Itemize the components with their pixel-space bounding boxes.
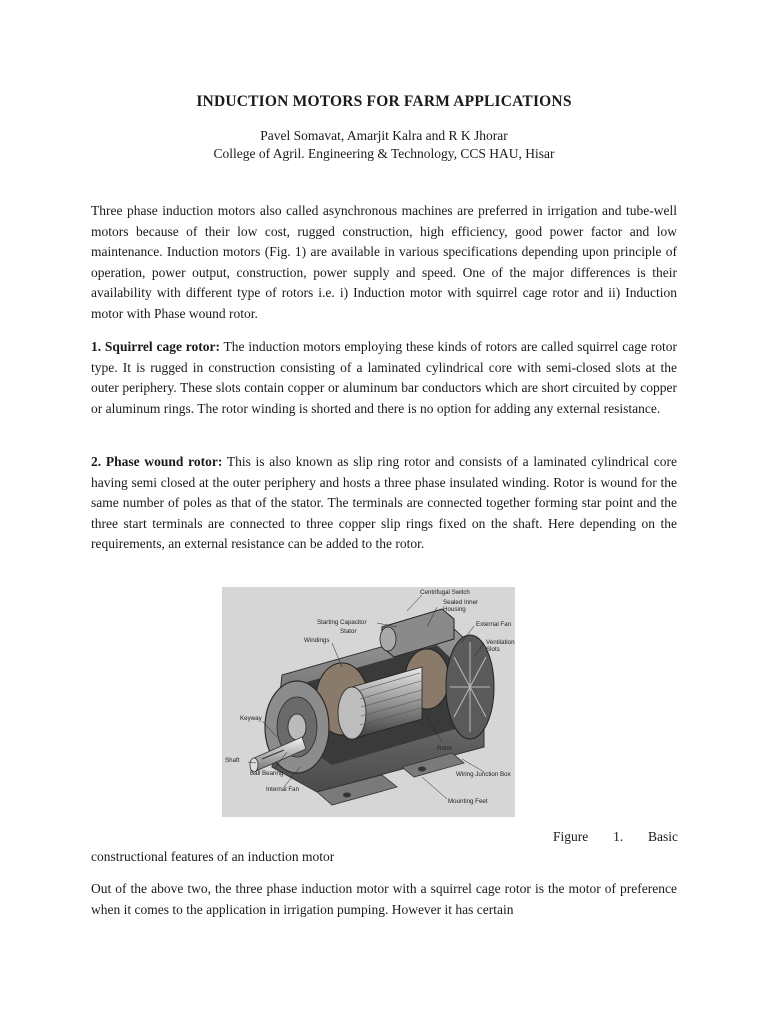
squirrel-cage-heading: 1. Squirrel cage rotor: <box>91 339 220 354</box>
label-centrifugal-switch: Centrifugal Switch <box>420 589 470 596</box>
label-internal-fan: Internal Fan <box>266 786 300 793</box>
label-housing: Housing <box>443 606 466 613</box>
label-ventilation: Ventilation <box>486 639 515 646</box>
label-windings: Windings <box>304 637 330 644</box>
motor-illustration <box>222 587 515 817</box>
phase-wound-text: This is also known as slip ring rotor and consists of a laminated cylindrical core having semi closed at the outer periphery and hosts a three phase insulated winding. Rotor is wound for the same number of poles as that of the stator. The terminals are connected together forming star point and the three start terminals are connected to three copper slip rings fixed on the shaft. Here depending on the requirements, an external resistance can be added to the rotor. <box>91 454 677 551</box>
figure-caption-line2: constructional features of an induction motor <box>91 849 335 864</box>
authors-line: Pavel Somavat, Amarjit Kalra and R K Jhorar <box>260 128 508 143</box>
label-starting-capacitor: Starting Capacitor <box>317 619 367 626</box>
label-mounting-feet: Mounting Feet <box>448 798 488 805</box>
squirrel-cage-text: The induction motors employing these kinds of rotors are called squirrel cage rotor type. It is rugged in construction consisting of a laminated cylindrical core with semi-closed slots at the outer periphery. These slots contain copper or aluminum bar conductors which are short circuited by copper or aluminum rings. The rotor winding is shorted and there is no option for adding any external resistance. <box>91 339 677 416</box>
label-wiring-junction-box: Wiring Junction Box <box>456 771 511 778</box>
label-rotor: Rotor <box>437 745 453 752</box>
label-stator: Stator <box>340 628 357 635</box>
label-external-fan: External Fan <box>476 621 512 628</box>
caption-word-number: 1. <box>613 829 624 844</box>
squirrel-cage-paragraph <box>91 337 677 419</box>
caption-word-figure: Figure <box>553 829 589 844</box>
intro-paragraph: Three phase induction motors also called asynchronous machines are preferred in irrigation and tube-well motors because of their low cost, rugged construction, high efficiency, good power factor and low maintenance. Induction motors (Fig. 1) are available in various specifications depending upon principle of operation, power output, construction, power supply and speed. One of the major differences is their availability with different type of rotors i.e. i) Induction motor with squirrel cage rotor and ii) Induction motor with Phase wound rotor. <box>91 203 677 321</box>
label-keyway: Keyway <box>240 715 262 722</box>
label-shaft: Shaft <box>225 757 240 764</box>
affiliation-line: College of Agril. Engineering & Technology, CCS HAU, Hisar <box>213 146 555 161</box>
motor-cutaway-figure <box>222 587 515 817</box>
phase-wound-paragraph <box>91 452 677 555</box>
figure-caption-line1 <box>553 829 678 845</box>
label-ball-bearing: Ball Bearing <box>250 770 284 777</box>
label-sealed-inner: Sealed Inner <box>443 599 479 606</box>
phase-wound-heading: 2. Phase wound rotor: <box>91 454 223 469</box>
caption-word-basic: Basic <box>648 829 678 844</box>
closing-paragraph: Out of the above two, the three phase induction motor with a squirrel cage rotor is the motor of preference when it comes to the application in irrigation pumping. However it has certain <box>91 881 677 917</box>
label-slots: Slots <box>486 646 500 653</box>
document-title: INDUCTION MOTORS FOR FARM APPLICATIONS <box>196 93 572 110</box>
